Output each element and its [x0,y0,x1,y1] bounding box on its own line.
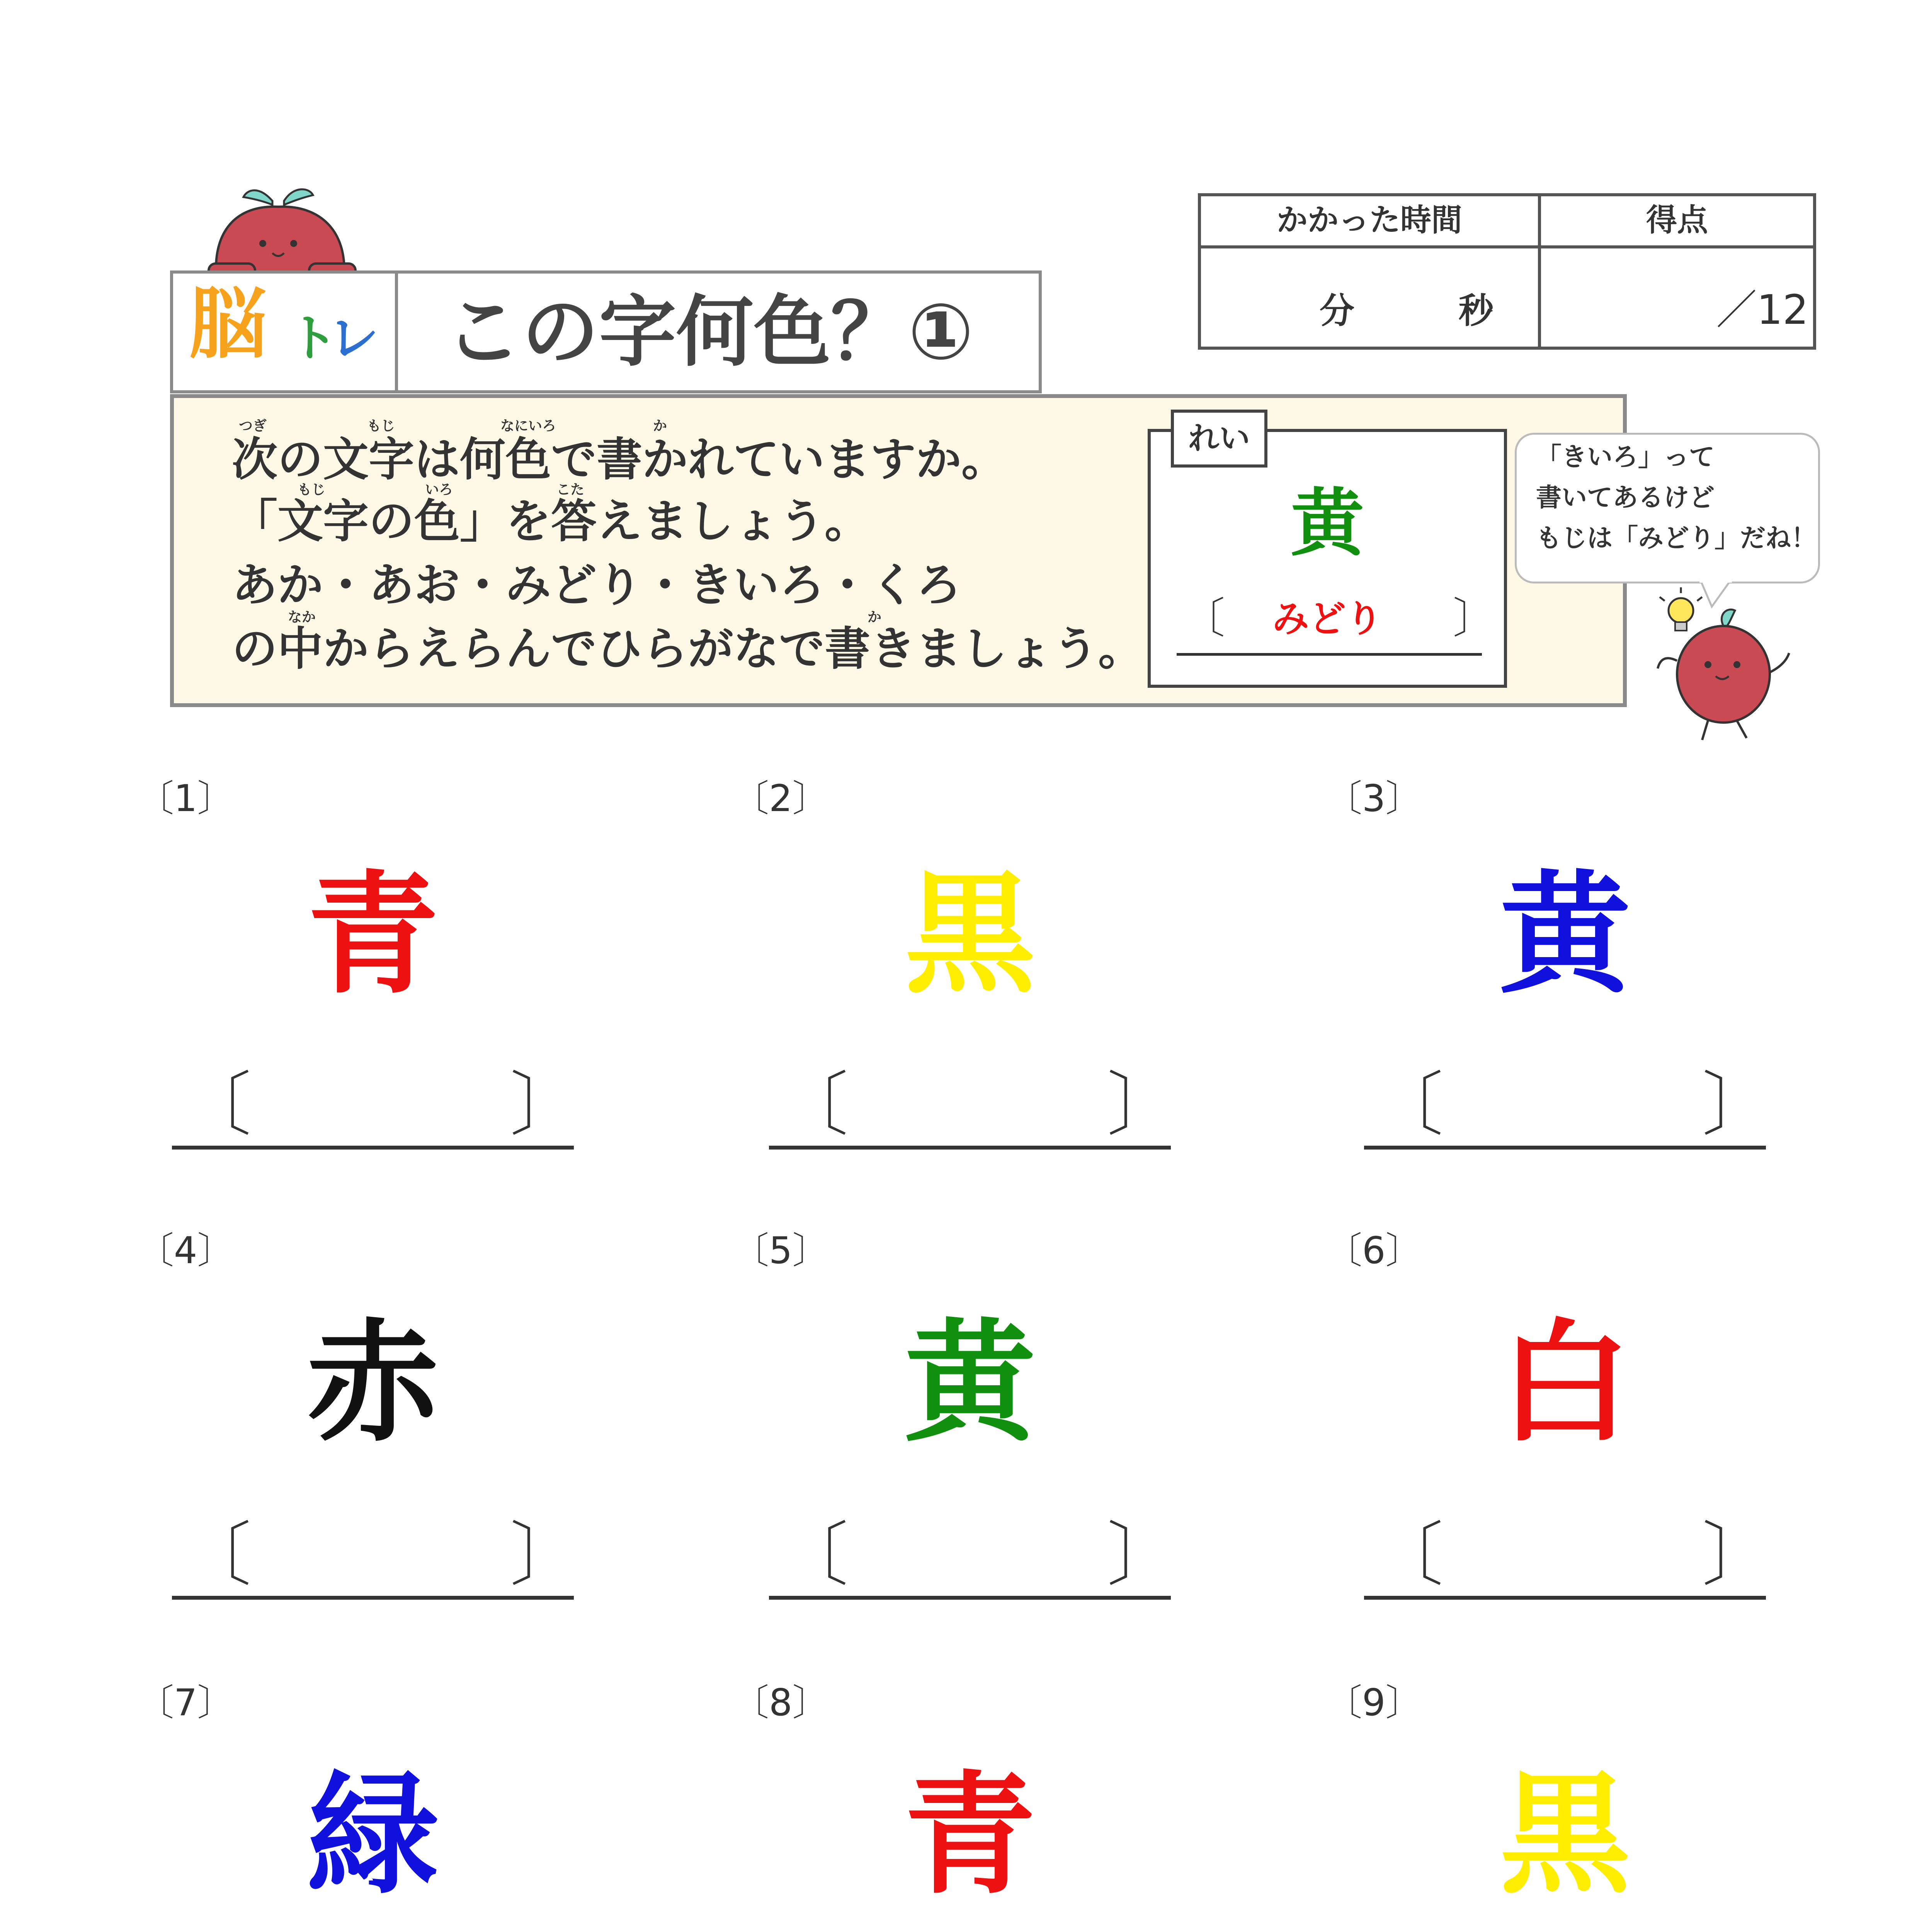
question-label: 〔9〕 [1325,1682,1422,1724]
question-kanji: 黄 [904,1307,1036,1460]
furigana: もじ [367,418,395,434]
question-kanji: 黄 [1499,859,1631,1012]
points-header: 得点 [1646,202,1708,238]
example-answer: みどり [1272,598,1383,640]
answer-line[interactable] [172,1596,574,1600]
furigana: つぎ [239,418,267,434]
bubble-line: 「きいろ」って [1536,442,1715,472]
question-kanji: 白 [1499,1307,1631,1460]
furigana: なにいろ [500,418,556,434]
total-score: ／12 [1716,286,1808,333]
question-label: 〔8〕 [732,1682,829,1724]
answer-bracket-right: 〕 [1107,1065,1177,1145]
example-kanji: 黄 [1290,481,1364,566]
furigana: もじ [298,482,326,498]
question-kanji: 緑 [307,1759,439,1912]
furigana: か [867,609,882,625]
furigana: か [653,418,667,434]
answer-bracket-left: 〔 [182,1065,252,1145]
answer-bracket-right: 〕 [1107,1515,1177,1595]
instruction-line: 「文字の色」を答えましょう。 [232,495,871,548]
answer-bracket-left: 〔 [1374,1515,1444,1595]
answer-bracket-left: 〔 [779,1065,849,1145]
question-label: 〔2〕 [732,777,829,820]
answer-bracket-left: 〔 [1374,1065,1444,1145]
answer-bracket-left: 〔 [182,1515,252,1595]
logo-to-char: ト [288,309,338,367]
question-kanji: 青 [307,859,439,1012]
question-label: 〔1〕 [137,777,234,820]
score-table-divider [1198,245,1816,248]
minutes-unit: 分 [1320,291,1354,331]
time-header: かかった時間 [1277,202,1462,238]
example-underline [1177,653,1482,656]
answer-bracket-right: 〕 [510,1065,580,1145]
bubble-line: 書いてあるけど [1536,483,1715,512]
answer-bracket-right: 〕 [1702,1515,1772,1595]
logo-re-char: レ [328,309,379,367]
answer-line[interactable] [1364,1596,1766,1600]
instruction-line: 次の文字は何色で書かれていますか。 [232,433,1007,486]
question-label: 〔6〕 [1325,1230,1422,1272]
bubble-line: もじは「みどり」だね！ [1536,523,1817,553]
answer-bracket-left: 〔 [779,1515,849,1595]
furigana: こた [556,482,585,498]
question-kanji: 黒 [904,859,1036,1012]
instruction-line: の中からえらんでひらがなで書きましょう。 [232,622,1144,675]
answer-bracket-right: 〕 [1702,1065,1772,1145]
score-table-divider [1538,193,1541,350]
answer-line[interactable] [1364,1146,1766,1150]
answer-bracket-right: 〕 [510,1515,580,1595]
instruction-line: あか・あお・みどり・きいろ・くろ [232,558,962,612]
apple-mascot-icon [201,178,363,278]
example-bracket-left: 〔 [1182,594,1225,643]
question-kanji: 黒 [1499,1759,1631,1912]
example-tag: れい [1171,410,1267,468]
apple-mascot-bulb-icon [1635,583,1797,746]
example-bracket-right: 〕 [1453,594,1495,643]
seconds-unit: 秒 [1459,291,1493,331]
answer-line[interactable] [769,1146,1171,1150]
question-kanji: 青 [904,1759,1036,1912]
question-label: 〔3〕 [1325,777,1422,820]
furigana: なか [288,609,316,625]
answer-line[interactable] [172,1146,574,1150]
page-title: この字何色？① [444,287,974,377]
answer-line[interactable] [769,1596,1171,1600]
question-label: 〔4〕 [137,1230,234,1272]
question-label: 〔5〕 [732,1230,829,1272]
logo-brain-char: 脳 [189,279,267,369]
question-kanji: 赤 [307,1307,439,1460]
furigana: いろ [425,482,453,498]
question-label: 〔7〕 [137,1682,234,1724]
